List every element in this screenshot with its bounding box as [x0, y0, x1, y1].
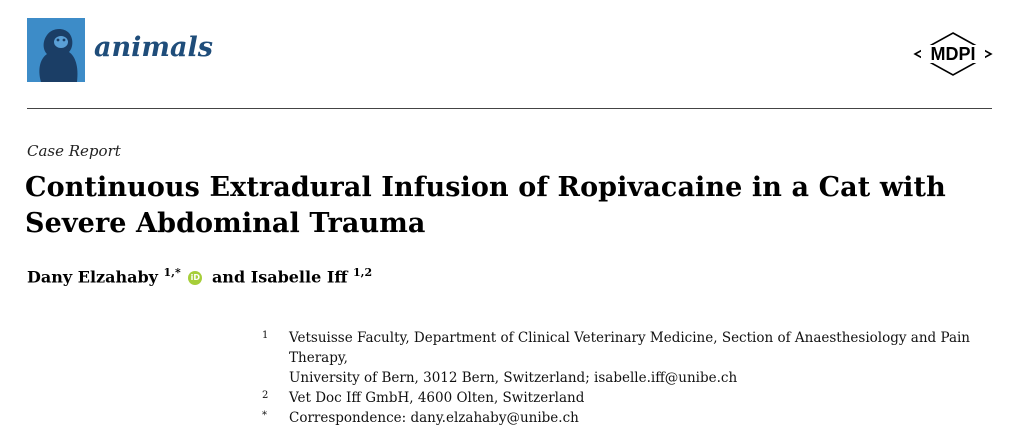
- journal-logo: [27, 18, 85, 82]
- author-list: [27, 266, 372, 286]
- author-affiliation-marks: 1,2: [353, 266, 373, 279]
- header-divider: [27, 108, 992, 109]
- affiliation-mark: *: [262, 410, 267, 421]
- correspondence-item: [262, 408, 1002, 428]
- affiliation-line: Vetsuisse Faculty, Department of Clinical Veterinary Medicine, Section of Anaesthesiology and Pain Therapy,: [289, 330, 971, 366]
- journal-name: animals: [94, 32, 213, 63]
- mdpi-logo-icon: [913, 32, 993, 76]
- orcid-icon[interactable]: iD: [188, 271, 202, 285]
- primate-logo-icon: [27, 18, 85, 82]
- affiliation-item: [262, 328, 1002, 388]
- mdpi-logo: [913, 32, 993, 76]
- author-separator: and: [211, 267, 246, 287]
- author-name: Isabelle Iff: [250, 267, 348, 287]
- article-type: Case Report: [27, 142, 121, 160]
- author-affiliation-marks: 1,*: [163, 266, 181, 279]
- affiliation-mark: 2: [262, 390, 269, 401]
- author-name: Dany Elzahaby: [27, 267, 158, 287]
- affiliation-mark: 1: [262, 330, 269, 341]
- affiliation-item: [262, 388, 1002, 408]
- affiliation-line: Vet Doc Iff GmbH, 4600 Olten, Switzerland: [289, 390, 585, 406]
- mdpi-logo-text: MDPI: [930, 44, 976, 64]
- affiliation-line: University of Bern, 3012 Bern, Switzerland; isabelle.iff@unibe.ch: [289, 370, 738, 386]
- correspondence-line: Correspondence: dany.elzahaby@unibe.ch: [289, 410, 579, 426]
- article-title: Continuous Extradural Infusion of Ropivacaine in a Cat with Severe Abdominal Trauma: [25, 172, 946, 239]
- affiliations: [262, 328, 1002, 428]
